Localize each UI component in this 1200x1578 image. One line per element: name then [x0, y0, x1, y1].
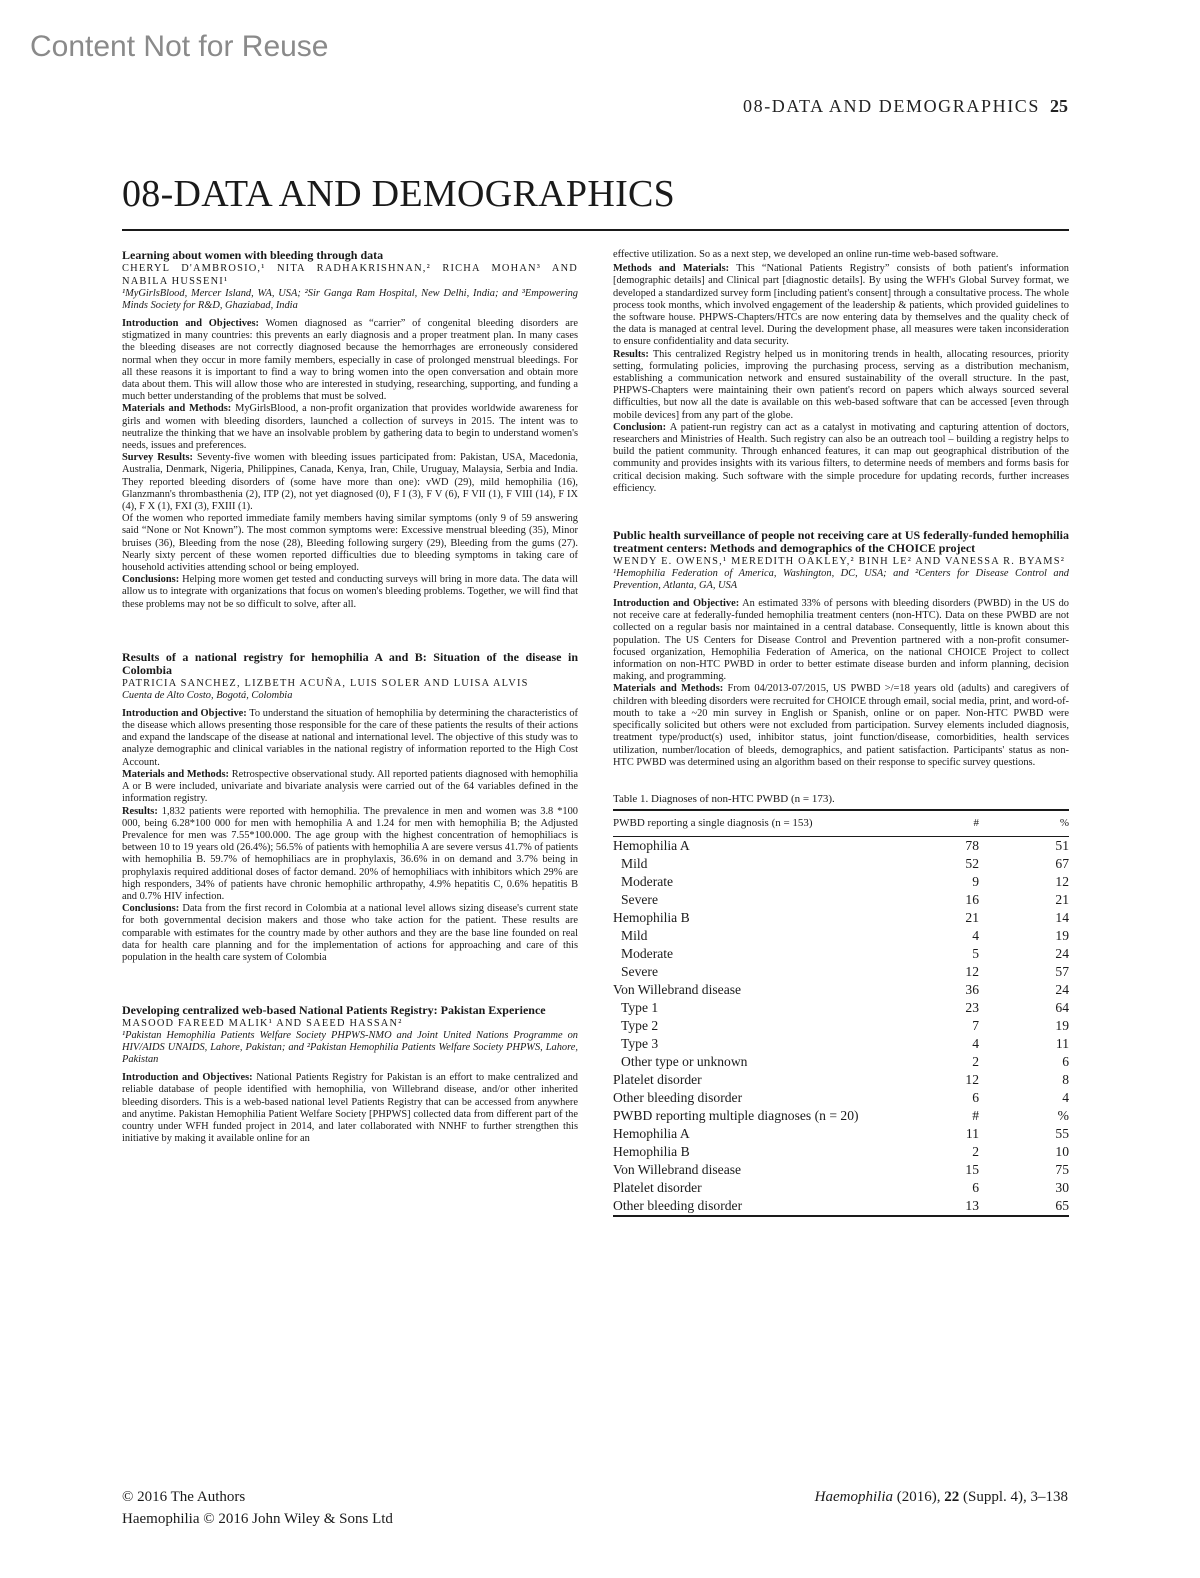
row-label: Moderate — [621, 946, 674, 962]
row-label: Type 1 — [621, 1000, 659, 1016]
table-row — [613, 891, 1069, 909]
abstract-section — [122, 1072, 578, 1145]
abstract-title: Learning about women with bleeding through data — [122, 248, 384, 262]
abstract-affiliation: ¹Hemophilia Federation of America, Washington, DC, USA; and ²Centers for Disease Control and Prevention, Atlanta, GA, USA — [613, 568, 1069, 592]
table-row — [613, 1143, 1069, 1161]
row-label: Hemophilia B — [613, 1144, 690, 1160]
abstract-affiliation: ¹Pakistan Hemophilia Patients Welfare Society PHPWS-NMO and Joint United Nations Programme on HIV/AIDS UNAIDS, Lahore, Pakistan; and ²Pakistan Hemophilia Patients Welfare Society PHPWS, Lahore, Pakistan — [122, 1030, 578, 1066]
row-percent: 67 — [1055, 856, 1069, 872]
row-count: 36 — [965, 982, 979, 998]
watermark: Content Not for Reuse — [30, 30, 329, 63]
row-percent: 65 — [979, 1197, 1069, 1216]
row-count: 12 — [965, 964, 979, 980]
table-header-percent: % — [979, 810, 1069, 837]
table-row — [613, 945, 1069, 963]
table-row — [613, 1089, 1069, 1107]
row-label: Severe — [621, 892, 658, 908]
footer-copyright — [122, 1486, 393, 1530]
row-label: Hemophilia B — [613, 910, 690, 926]
table-row — [613, 1071, 1069, 1089]
section-label: Materials and Methods: — [122, 403, 232, 415]
row-percent: 19 — [1055, 1018, 1069, 1034]
table-row — [613, 837, 1069, 856]
section-label: Conclusion: — [613, 421, 667, 433]
row-count: 6 — [972, 1090, 979, 1106]
abstract-authors: WENDY E. OWENS,¹ MEREDITH OAKLEY,² BINH LE² AND VANESSA R. BYAMS² — [613, 556, 1066, 568]
section-text: From 04/2013-07/2015, US PWBD >/=18 years old (adults) and caregivers of children with bleeding disorders were recruited for CHOICE through email, social media, print, and word-of-mouth to take a ~20 min survey in English or Spanish, online or on paper. Non-HTC PWBD were specifically solicited but others were not excluded from participation. Survey elements included diagnosis, treatment type/product(s) used, inhibitor status, joint function/disease, comorbidities, health services utilization, number/location of bleeds, demographics, and patient satisfaction. Participants' status as non-HTC PWBD was determined using an algorithm based on their response to specific survey questions. — [613, 683, 1069, 768]
abstract-section — [122, 708, 578, 769]
section-text: Retrospective observational study. All reported patients diagnosed with hemophilia A or B were included, univariate and bivariate analysis were carried out of the 64 variables defined in the information registry. — [122, 768, 578, 805]
section-text: Helping more women get tested and conducting surveys will bring in more data. The data will allow us to integrate with organizations that focus on women's bleeding problems. Together, we will find that these problems may not be so difficult to solve, after all. — [122, 574, 578, 610]
row-label: Platelet disorder — [613, 1180, 702, 1196]
footer-citation — [815, 1486, 1068, 1508]
section-label: Results: — [122, 805, 158, 817]
row-percent: 51 — [1055, 838, 1069, 854]
table-row — [613, 927, 1069, 945]
row-label: Other bleeding disorder — [613, 1197, 919, 1216]
table-row — [613, 1035, 1069, 1053]
abstract-2 — [122, 651, 578, 964]
section-label: Materials and Methods: — [613, 683, 724, 695]
row-label: Platelet disorder — [613, 1072, 702, 1088]
abstract-section — [613, 598, 1069, 683]
row-percent: 75 — [1055, 1162, 1069, 1178]
journal-name: Haemophilia — [814, 1489, 893, 1505]
table-header-label: PWBD reporting a single diagnosis (n = 153) — [613, 810, 919, 837]
row-percent: 6 — [1062, 1054, 1069, 1070]
row-percent: 21 — [1055, 892, 1069, 908]
section-label: Survey Results: — [122, 452, 193, 464]
abstract-title: Results of a national registry for hemophilia A and B: Situation of the disease in Colombia — [122, 649, 578, 677]
section-label: Introduction and Objectives: — [122, 318, 260, 329]
left-column — [122, 249, 578, 1145]
row-percent: 64 — [1055, 1000, 1069, 1016]
table-header-count: # — [919, 810, 979, 837]
citation-year: (2016), — [896, 1489, 941, 1505]
abstract-continuation: effective utilization. So as a next step, we developed an online run-time web-based software. — [613, 249, 999, 260]
section-label: Results: — [613, 348, 649, 360]
abstract-3 — [122, 1004, 578, 1145]
table-row — [613, 855, 1069, 873]
running-head — [743, 96, 1068, 117]
row-label: Type 3 — [621, 1036, 659, 1052]
table-subheader-row — [613, 1107, 1069, 1125]
section-text: An estimated 33% of persons with bleeding disorders (PWBD) in the US do not receive care at federally-funded hemophilia treatment centers (non-HTC). Data on these PWBD are not collected on a regular basis nor maintained in a central database. Consequently, little is known about this population. The US Centers for Disease Control and Prevention partnered with a non-profit consumer-focused organization, Hemophilia Federation of America, on the national CHOICE Project to collect information on non-HTC PWBD in order to better estimate disease burden and inform planning, decision making, and programming. — [613, 598, 1070, 683]
section-text: Seventy-five women with bleeding issues participated from: Pakistan, USA, Macedonia, Australia, Denmark, Nigeria, Philippines, Canada, Kenya, Iran, Chile, Uruguay, Malaysia, Serbia and India. They reported bleeding disorders of (some have more than one): vWD (29), mild hemophilia (16), Glanzmann's thrombasthenia (2), ITP (2), not yet diagnosed (0), F I (3), F V (6), F VII (1), F VIII (14), F IX (4), F X (1), FXI (3), FXIII (1). — [122, 452, 578, 513]
running-head-title: 08-DATA AND DEMOGRAPHICS — [743, 96, 1040, 116]
row-count: 15 — [965, 1162, 979, 1178]
section-text: National Patients Registry for Pakistan is an effort to make centralized and reliable database of people identified with hemophilia, von Willebrand disease, and/or other inherited bleeding disorders. This is a web-based national level Patients Registry that can be accessed from anywhere and anytime. Pakistan Hemophilia Patient Welfare Society [PHPWS] collected data from different part of the country under WFH funded project in 2014, and later collaborated with NNHF to further strengthen this initiative by making it available online for an — [122, 1072, 578, 1145]
row-label: Other type or unknown — [621, 1054, 748, 1070]
section-text: This centralized Registry helped us in monitoring trends in health, allocating resources, priority setting, formulating policies, improving the purchasing process, serving as a distribution mechanism, establishing a communication network and ensured sustainability of the overall structure. In the past, PHPWS-Chapters were maintaining their own patient's record on papers which always sourced several difficulties, but now all the date is available on this web-based software that can be accessed [even through mobile devices] from any part of the globe. — [613, 348, 1069, 421]
diagnoses-table — [613, 809, 1069, 1217]
row-count: 5 — [972, 946, 979, 962]
table-row — [613, 963, 1069, 981]
section-label: Introduction and Objectives: — [122, 1072, 253, 1084]
section-text: This “National Patients Registry” consists of both patient's information [demographic details] and Clinical part [diagnostic details]. By using the WFH's Global Survey format, we developed a standardized survey form [including patient's consent] through a consultative process. The whole process took months, which involved engagement of the leadership & patients, which provided guidelines to the software house. PHPWS-Chapters/HTCs are now entering data by themselves and the quality check of the data is managed at central level. During the development phase, all measures were taken inconsideration to ensure confidentiality and data security. — [613, 263, 1069, 348]
abstract-authors: PATRICIA SANCHEZ, LIZBETH ACUÑA, LUIS SOLER AND LUISA ALVIS — [122, 677, 529, 689]
table-subheader-cell: PWBD reporting multiple diagnoses (n = 20) — [613, 1108, 859, 1124]
section-title: 08-DATA AND DEMOGRAPHICS — [122, 173, 676, 215]
table-row — [613, 1197, 1069, 1216]
row-percent: 24 — [1055, 946, 1069, 962]
abstract-section — [122, 903, 578, 964]
table-row — [613, 1017, 1069, 1035]
section-text: A patient-run registry can act as a catalyst in motivating and capturing attention of doctors, researchers and Ministries of Health. Such registry can also be an outreach tool – building a registry helps to build the patient community. Through enhanced features, it can map out geographical distribution of the community and provides insights with its various filters, to determine needs of members and forms basis for critical decision making. Such software with the simple procedure for updating records, further increases efficiency. — [613, 421, 1070, 494]
abstract-section — [122, 318, 578, 403]
table-row — [613, 1179, 1069, 1197]
row-count: 52 — [965, 856, 979, 872]
abstract-title: Developing centralized web-based National Patients Registry: Pakistan Experience — [122, 1003, 546, 1018]
row-count: 11 — [965, 1126, 979, 1142]
row-count: 16 — [965, 892, 979, 908]
citation-volume: 22 — [944, 1489, 960, 1505]
row-label: Hemophilia A — [613, 1126, 690, 1142]
section-label: Conclusions: — [122, 574, 180, 586]
copyright-publisher: Haemophilia © 2016 John Wiley & Sons Ltd — [122, 1511, 393, 1527]
table-row — [613, 1125, 1069, 1143]
abstract-section — [122, 513, 578, 574]
row-percent: 8 — [1062, 1072, 1069, 1088]
abstract-1 — [122, 249, 578, 611]
row-count: 13 — [919, 1197, 979, 1216]
row-percent: 12 — [1055, 874, 1069, 890]
row-count: 78 — [965, 838, 979, 854]
section-text: 1,832 patients were reported with hemophilia. The prevalence in men and women was 3.8 *100 000, being 6.28*100 000 for men with hemophilia A and 1.24 for men with hemophilia B; the Adjusted Prevalence for men was 7.55*100.000. The age group with the highest concentration of hemophiliacs is between 10 to 19 years old (26.4%); 56.5% of patients with hemophilia A are severe versus 41.7% of patients with hemophilia B. 59.7% of hemophiliacs are in prophylaxis, 36.6% in on demand and 3.7% being in prophylaxis required additional doses of factor demand. 20% of hemophiliacs with inhibitors which 29% are high responders, 34% of patients have chronic hemophilic arthropathy, 4.9% hepatitis C, 0.6% hepatitis B and 0.7% HIV infection. — [122, 805, 578, 902]
row-count: 4 — [972, 928, 979, 944]
row-label: Severe — [621, 964, 658, 980]
page-number: 25 — [1050, 96, 1068, 116]
row-label: Mild — [621, 856, 648, 872]
copyright-authors: © 2016 The Authors — [122, 1489, 246, 1505]
abstract-affiliation: ¹MyGirlsBlood, Mercer Island, WA, USA; ²Sir Ganga Ram Hospital, New Delhi, India; and ³Empowering Minds Society for R&D, Ghaziabad, India — [122, 288, 578, 311]
row-percent: 11 — [1055, 1036, 1069, 1052]
row-percent: 10 — [1055, 1144, 1069, 1160]
row-label: Hemophilia A — [613, 838, 690, 854]
abstract-section — [613, 683, 1069, 768]
row-percent: 57 — [1055, 964, 1069, 980]
section-label: Methods and Materials: — [613, 263, 730, 275]
row-percent: 19 — [1055, 928, 1069, 944]
abstract-section — [613, 422, 1069, 495]
abstract-authors: CHERYL D'AMBROSIO,¹ NITA RADHAKRISHNAN,² RICHA MOHAN³ AND NABILA HUSSENI¹ — [122, 263, 578, 287]
table-row — [613, 981, 1069, 999]
abstract-section — [122, 806, 578, 904]
section-label: Materials and Methods: — [122, 768, 230, 780]
row-count: 21 — [965, 910, 979, 926]
abstract-section — [613, 263, 1069, 348]
row-count: 2 — [972, 1144, 979, 1160]
abstract-section — [122, 574, 578, 611]
row-count: 9 — [972, 874, 979, 890]
right-column — [613, 249, 1069, 1217]
table-row — [613, 909, 1069, 927]
table-row — [613, 999, 1069, 1017]
row-label: Von Willebrand disease — [613, 1162, 742, 1178]
section-label: Conclusions: — [122, 903, 180, 915]
section-label: Introduction and Objective: — [613, 598, 740, 610]
abstract-section — [122, 452, 578, 513]
row-label: Other bleeding disorder — [613, 1090, 743, 1106]
row-percent: 24 — [1055, 982, 1069, 998]
row-count: 23 — [965, 1000, 979, 1016]
row-label: Von Willebrand disease — [613, 982, 742, 998]
row-label: Type 2 — [621, 1018, 659, 1034]
abstract-title: Public health surveillance of people not receiving care at US federally-funded hemophilia treatment centers: Methods and demographics of the CHOICE project — [613, 528, 1069, 556]
section-text: MyGirlsBlood, a non-profit organization that provides worldwide awareness for girls and women with bleeding disorders, launched a collection of surveys in 2015. The intent was to neutralize the thinking that we have an insolvable problem by gathering data to begin to understand women's needs, issues and preferences. — [122, 403, 578, 452]
title-rule — [122, 229, 1069, 231]
table-caption: Table 1. Diagnoses of non-HTC PWBD (n = 173). — [613, 792, 835, 805]
table-subheader-cell: % — [1057, 1108, 1069, 1124]
section-text: To understand the situation of hemophilia by determining the characteristics of the disease which allows presenting those responsible for the care of these patients the results of their actions and expand the landscape of the disease at national and international level. The objective of this study was to analyze demographic and clinical variables in the national registry of information reported to the High Cost Account. — [122, 707, 579, 768]
table-row — [613, 873, 1069, 891]
abstract-section — [122, 769, 578, 806]
section-label: Introduction and Objective: — [122, 707, 247, 719]
row-count: 12 — [965, 1072, 979, 1088]
row-count: 4 — [972, 1036, 979, 1052]
table-subheader-cell: # — [972, 1108, 979, 1124]
table-row — [613, 1161, 1069, 1179]
row-count: 6 — [972, 1180, 979, 1196]
row-count: 2 — [972, 1054, 979, 1070]
row-percent: 14 — [1055, 910, 1069, 926]
row-percent: 30 — [1055, 1180, 1069, 1196]
row-percent: 4 — [1062, 1090, 1069, 1106]
abstract-4 — [613, 529, 1069, 769]
row-count: 7 — [972, 1018, 979, 1034]
section-text: Women diagnosed as “carrier” of congenital bleeding disorders are stigmatized in many countries: this prevents an early diagnosis and a proper treatment plan. In many cases the bleeding diseases are not correctly diagnosed because the hemorrhages are erroneously considered normal when they occur in more family members, especially in case of prolonged menstrual bleedings. For all these reasons it is important to find a way to bring women into the open conversation and obtain more data about them. This will allow those who are interested in studying, researching, supporting, and funding a much better understanding of the problems that must be solved. — [122, 318, 578, 403]
table-row — [613, 1053, 1069, 1071]
abstract-authors: MASOOD FAREED MALIK¹ AND SAEED HASSAN² — [122, 1018, 403, 1030]
section-text: Data from the first record in Colombia at a national level allows sizing disease's current state for both governmental decision makers and those who take action for the patient. These results are comparable with estimates for the country made by other authors and they are the base line founded on real data for health care planning and for the implementation of actions for approaching and care of this population in the health care system of Colombia — [122, 903, 578, 963]
section-text: Of the women who reported immediate family members having similar symptoms (only 9 of 59 answering said “None or Not Known”). The most common symptoms were: Excessive menstrual bleeding (35), Minor bruises (36), Bleeding from the nose (28), Bleeding following surgery (29), Bleeding from the gums (27). Nearly sixty percent of these women reported difficulties due to bleeding symptoms in taking care of household activities attending school or being employed. — [122, 513, 578, 574]
citation-pages: (Suppl. 4), 3–138 — [963, 1489, 1068, 1505]
abstract-section — [613, 349, 1069, 422]
abstract-affiliation: Cuenta de Alto Costo, Bogotá, Colombia — [122, 689, 293, 701]
abstract-section — [122, 403, 578, 452]
row-percent: 55 — [1055, 1126, 1069, 1142]
row-label: Moderate — [621, 874, 674, 890]
table-header-row — [613, 810, 1069, 837]
row-label: Mild — [621, 928, 648, 944]
